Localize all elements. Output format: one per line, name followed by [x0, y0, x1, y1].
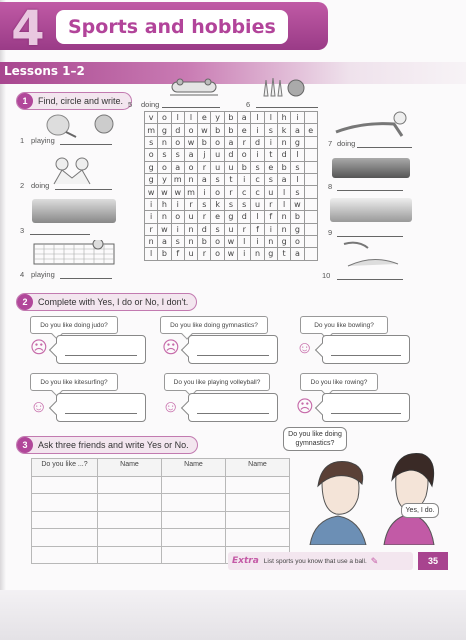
grid-cell[interactable]: i: [265, 224, 278, 236]
item-1-prefix: playing: [31, 136, 55, 145]
grid-cell[interactable]: i: [238, 174, 251, 186]
item-2-number: 2: [20, 181, 25, 190]
grid-cell[interactable]: o: [158, 112, 171, 124]
grid-cell[interactable]: [305, 174, 318, 186]
windsurfing-picture: [32, 199, 116, 223]
grid-cell[interactable]: h: [278, 112, 291, 124]
grid-cell[interactable]: i: [251, 236, 264, 248]
grid-cell[interactable]: o: [211, 236, 224, 248]
grid-cell[interactable]: a: [278, 174, 291, 186]
table-cell[interactable]: [32, 476, 98, 494]
grid-cell[interactable]: m: [185, 186, 198, 198]
grid-cell[interactable]: i: [198, 186, 211, 198]
grid-cell[interactable]: n: [145, 236, 158, 248]
extra-task-bar: [228, 552, 413, 570]
grid-cell[interactable]: [305, 149, 318, 161]
grid-cell[interactable]: a: [291, 248, 304, 260]
grid-cell[interactable]: w: [291, 199, 304, 211]
grid-cell[interactable]: w: [172, 186, 185, 198]
grid-cell[interactable]: a: [185, 149, 198, 161]
grid-cell[interactable]: f: [251, 224, 264, 236]
grid-cell[interactable]: d: [198, 224, 211, 236]
grid-cell[interactable]: l: [278, 199, 291, 211]
column-header-question: Do you like ...?: [32, 459, 98, 477]
grid-cell[interactable]: l: [291, 149, 304, 161]
grid-cell[interactable]: [305, 162, 318, 174]
grid-cell[interactable]: m: [172, 174, 185, 186]
item-4-number: 4: [20, 270, 25, 279]
grid-cell[interactable]: i: [291, 112, 304, 124]
extra-tag: Extra: [232, 556, 259, 566]
grid-cell[interactable]: l: [145, 248, 158, 260]
section-1-number: 1: [17, 93, 33, 109]
grid-cell[interactable]: i: [145, 211, 158, 223]
grid-cell[interactable]: l: [251, 112, 264, 124]
grid-cell[interactable]: l: [251, 211, 264, 223]
question-5-bubble: Do you like playing volleyball?: [164, 373, 270, 391]
item-7-number: 7: [328, 139, 333, 148]
grid-cell[interactable]: r: [145, 224, 158, 236]
grid-cell[interactable]: b: [198, 137, 211, 149]
grid-cell[interactable]: e: [265, 162, 278, 174]
table-row: [32, 529, 290, 547]
section-2-number: 2: [17, 294, 33, 310]
grid-cell[interactable]: u: [251, 199, 264, 211]
table-cell[interactable]: [162, 546, 226, 564]
friends-survey-table: [31, 458, 290, 564]
grid-cell[interactable]: n: [278, 224, 291, 236]
grid-cell[interactable]: d: [238, 211, 251, 223]
table-header-row: [32, 459, 290, 477]
table-row: [32, 476, 290, 494]
grid-cell[interactable]: e: [198, 112, 211, 124]
happy-face-icon: ☺: [162, 397, 180, 416]
grid-cell[interactable]: i: [172, 224, 185, 236]
sad-face-icon: ☹: [296, 397, 314, 416]
table-cell[interactable]: [98, 494, 162, 512]
grid-cell[interactable]: r: [198, 248, 211, 260]
table-cell[interactable]: [32, 511, 98, 529]
grid-cell[interactable]: g: [145, 162, 158, 174]
column-header-name-2: Name: [162, 459, 226, 477]
grid-cell[interactable]: i: [251, 124, 264, 136]
grid-cell[interactable]: b: [211, 124, 224, 136]
grid-cell[interactable]: s: [238, 199, 251, 211]
grid-cell[interactable]: i: [145, 199, 158, 211]
item-10-answer-line[interactable]: [337, 279, 403, 280]
grid-cell[interactable]: l: [278, 186, 291, 198]
answer-5-box[interactable]: [188, 393, 278, 422]
page-bottom-shade: [0, 590, 466, 640]
grid-cell[interactable]: u: [225, 224, 238, 236]
grid-cell[interactable]: c: [238, 186, 251, 198]
table-cell[interactable]: [162, 494, 226, 512]
grid-cell[interactable]: o: [145, 149, 158, 161]
judo-picture: [44, 156, 104, 186]
grid-cell[interactable]: o: [158, 162, 171, 174]
grid-cell[interactable]: w: [185, 137, 198, 149]
grid-cell[interactable]: r: [265, 199, 278, 211]
grid-cell[interactable]: g: [225, 211, 238, 223]
grid-cell[interactable]: [305, 186, 318, 198]
table-cell[interactable]: [162, 529, 226, 547]
grid-cell[interactable]: n: [185, 224, 198, 236]
grid-cell[interactable]: [305, 211, 318, 223]
gymnastics-picture: [332, 110, 412, 140]
grid-cell[interactable]: s: [172, 149, 185, 161]
table-cell[interactable]: [98, 476, 162, 494]
item-5-prefix: doing: [141, 100, 160, 109]
grid-cell[interactable]: [305, 112, 318, 124]
grid-cell[interactable]: o: [172, 211, 185, 223]
grid-cell[interactable]: [305, 248, 318, 260]
item-5-answer-line[interactable]: [162, 107, 220, 108]
item-1-answer-line[interactable]: [60, 144, 112, 145]
grid-cell[interactable]: a: [198, 174, 211, 186]
grid-cell[interactable]: d: [225, 149, 238, 161]
grid-cell[interactable]: a: [291, 124, 304, 136]
grid-cell[interactable]: b: [158, 248, 171, 260]
item-9-number: 9: [328, 228, 333, 237]
item-9-answer-line[interactable]: [337, 236, 403, 237]
grid-cell[interactable]: i: [265, 137, 278, 149]
grid-cell[interactable]: w: [225, 248, 238, 260]
grid-cell[interactable]: l: [185, 112, 198, 124]
table-cell[interactable]: [162, 476, 226, 494]
grid-cell[interactable]: o: [185, 124, 198, 136]
grid-cell[interactable]: r: [238, 137, 251, 149]
grid-cell[interactable]: d: [278, 149, 291, 161]
answer-4-box[interactable]: [56, 393, 146, 422]
grid-cell[interactable]: b: [278, 162, 291, 174]
grid-cell[interactable]: d: [251, 137, 264, 149]
grid-cell[interactable]: y: [211, 112, 224, 124]
grid-cell[interactable]: e: [211, 211, 224, 223]
grid-cell[interactable]: g: [158, 124, 171, 136]
page-edge-shadow: [0, 0, 6, 640]
table-cell[interactable]: [32, 546, 98, 564]
characters-illustration: [292, 440, 438, 545]
table-row: [32, 494, 290, 512]
question-6-bubble: Do you like rowing?: [300, 373, 378, 391]
table-cell[interactable]: [98, 546, 162, 564]
grid-cell[interactable]: a: [225, 137, 238, 149]
sad-face-icon: ☹: [30, 338, 48, 357]
grid-cell[interactable]: [305, 137, 318, 149]
word-search-grid[interactable]: [144, 111, 318, 261]
grid-cell[interactable]: u: [211, 162, 224, 174]
pencil-icon: ✎: [370, 555, 379, 566]
item-2-prefix: doing: [31, 181, 50, 190]
item-3-answer-line[interactable]: [30, 234, 90, 235]
grid-cell[interactable]: w: [158, 186, 171, 198]
grid-cell[interactable]: r: [198, 211, 211, 223]
table-cell[interactable]: [98, 511, 162, 529]
grid-cell[interactable]: o: [291, 236, 304, 248]
grid-cell[interactable]: n: [278, 211, 291, 223]
table-cell[interactable]: [32, 529, 98, 547]
item-4-answer-line[interactable]: [60, 278, 112, 279]
answer-6-box[interactable]: [322, 393, 410, 422]
item-6-number: 6: [246, 100, 251, 109]
grid-cell[interactable]: s: [251, 162, 264, 174]
grid-cell[interactable]: o: [211, 248, 224, 260]
grid-cell[interactable]: s: [265, 174, 278, 186]
item-4-prefix: playing: [31, 270, 55, 279]
grid-cell[interactable]: u: [185, 211, 198, 223]
grid-cell[interactable]: f: [172, 248, 185, 260]
grid-cell[interactable]: v: [145, 112, 158, 124]
page-number: 35: [418, 552, 448, 570]
item-3-number: 3: [20, 226, 25, 235]
grid-cell[interactable]: b: [225, 124, 238, 136]
table-cell[interactable]: [226, 511, 290, 529]
grid-cell[interactable]: b: [198, 236, 211, 248]
grid-cell[interactable]: s: [265, 124, 278, 136]
grid-cell[interactable]: l: [265, 112, 278, 124]
grid-cell[interactable]: t: [265, 149, 278, 161]
bowling-picture: [258, 72, 306, 100]
grid-cell[interactable]: w: [225, 236, 238, 248]
grid-cell[interactable]: b: [291, 211, 304, 223]
extra-task-text: List sports you know that use a ball.: [263, 557, 367, 565]
grid-cell[interactable]: y: [158, 174, 171, 186]
happy-face-icon: ☺: [30, 397, 48, 416]
table-row: [32, 511, 290, 529]
volleyball-picture: [32, 240, 116, 270]
grid-cell[interactable]: l: [238, 236, 251, 248]
grid-cell[interactable]: [305, 199, 318, 211]
item-7-answer-line[interactable]: [357, 147, 412, 148]
kitesurfing-picture: [338, 240, 408, 270]
speech-bubble-answer: Yes, I do.: [401, 503, 439, 518]
answer-1-box[interactable]: [56, 335, 146, 364]
grid-cell[interactable]: e: [305, 124, 318, 136]
grid-cell[interactable]: i: [238, 248, 251, 260]
grid-cell[interactable]: a: [172, 162, 185, 174]
item-5-number: 5: [128, 100, 133, 109]
grid-cell[interactable]: n: [185, 174, 198, 186]
table-cell[interactable]: [32, 494, 98, 512]
grid-cell[interactable]: b: [238, 162, 251, 174]
grid-cell[interactable]: g: [265, 248, 278, 260]
table-cell[interactable]: [98, 529, 162, 547]
grid-cell[interactable]: i: [172, 199, 185, 211]
grid-cell[interactable]: n: [278, 137, 291, 149]
grid-cell[interactable]: h: [158, 199, 171, 211]
table-cell[interactable]: [162, 511, 226, 529]
item-2-answer-line[interactable]: [55, 189, 112, 190]
column-header-name-3: Name: [226, 459, 290, 477]
grid-cell[interactable]: s: [172, 236, 185, 248]
grid-cell[interactable]: w: [158, 224, 171, 236]
grid-cell[interactable]: g: [291, 137, 304, 149]
grid-cell[interactable]: c: [251, 174, 264, 186]
grid-cell[interactable]: u: [265, 186, 278, 198]
grid-cell[interactable]: s: [145, 137, 158, 149]
grid-cell[interactable]: g: [291, 224, 304, 236]
grid-cell[interactable]: r: [198, 162, 211, 174]
grid-cell[interactable]: l: [172, 112, 185, 124]
grid-cell[interactable]: [305, 236, 318, 248]
section-1-instruction: Find, circle and write.: [38, 96, 124, 106]
sad-face-icon: ☹: [162, 338, 180, 357]
grid-cell[interactable]: n: [265, 236, 278, 248]
grid-cell[interactable]: s: [158, 149, 171, 161]
grid-cell[interactable]: n: [158, 137, 171, 149]
grid-cell[interactable]: b: [225, 112, 238, 124]
grid-cell[interactable]: u: [185, 248, 198, 260]
grid-cell[interactable]: s: [211, 174, 224, 186]
unit-number: 4: [11, 1, 45, 57]
item-8-answer-line[interactable]: [337, 190, 403, 191]
grid-cell[interactable]: s: [291, 162, 304, 174]
question-4-bubble: Do you like kitesurfing?: [30, 373, 118, 391]
grid-cell[interactable]: d: [172, 124, 185, 136]
grid-cell[interactable]: u: [211, 149, 224, 161]
grid-cell[interactable]: t: [278, 248, 291, 260]
table-cell[interactable]: [226, 476, 290, 494]
grid-cell[interactable]: g: [278, 236, 291, 248]
item-8-number: 8: [328, 182, 333, 191]
item-6-answer-line[interactable]: [256, 107, 318, 108]
grid-cell[interactable]: s: [198, 199, 211, 211]
question-1-bubble: Do you like doing judo?: [30, 316, 118, 334]
grid-cell[interactable]: s: [225, 199, 238, 211]
answer-2-box[interactable]: [188, 335, 278, 364]
grid-cell[interactable]: g: [145, 174, 158, 186]
grid-cell[interactable]: o: [238, 149, 251, 161]
grid-cell[interactable]: k: [211, 199, 224, 211]
section-2-instruction: Complete with Yes, I do or No, I don't.: [38, 297, 189, 307]
item-7-prefix: doing: [337, 139, 356, 148]
grid-cell[interactable]: w: [198, 124, 211, 136]
grid-cell[interactable]: e: [238, 124, 251, 136]
grid-cell[interactable]: o: [185, 162, 198, 174]
grid-cell[interactable]: [305, 224, 318, 236]
unit-banner: [0, 1, 328, 57]
column-header-name-1: Name: [98, 459, 162, 477]
section-3-number: 3: [17, 437, 33, 453]
grid-cell[interactable]: r: [225, 186, 238, 198]
question-3-bubble: Do you like bowling?: [300, 316, 388, 334]
grid-cell[interactable]: a: [158, 236, 171, 248]
section-1-header: [16, 92, 132, 110]
section-3-header: [16, 436, 198, 454]
happy-face-icon: ☺: [296, 338, 314, 357]
grid-cell[interactable]: m: [145, 124, 158, 136]
bobsleigh-picture: [166, 76, 222, 98]
item-10-number: 10: [322, 271, 331, 280]
grid-cell[interactable]: r: [185, 199, 198, 211]
grid-cell[interactable]: w: [145, 186, 158, 198]
lessons-heading: Lessons 1–2: [4, 64, 85, 78]
table-cell[interactable]: [226, 529, 290, 547]
tennis-picture: [44, 112, 116, 138]
grid-cell[interactable]: n: [251, 248, 264, 260]
grid-cell[interactable]: n: [185, 236, 198, 248]
grid-cell[interactable]: j: [198, 149, 211, 161]
grid-cell[interactable]: t: [225, 174, 238, 186]
grid-cell[interactable]: o: [211, 186, 224, 198]
section-2-header: [16, 293, 197, 311]
grid-cell[interactable]: r: [238, 224, 251, 236]
speech-bubble-question: Do you like doing gymnastics?: [283, 427, 347, 451]
rowing-picture: [332, 158, 410, 178]
grid-cell[interactable]: s: [291, 186, 304, 198]
grid-cell[interactable]: n: [158, 211, 171, 223]
grid-cell[interactable]: k: [278, 124, 291, 136]
snowboarding-picture: [330, 198, 412, 222]
grid-cell[interactable]: c: [251, 186, 264, 198]
grid-cell[interactable]: a: [238, 112, 251, 124]
answer-3-box[interactable]: [322, 335, 410, 364]
grid-cell[interactable]: l: [291, 174, 304, 186]
grid-cell[interactable]: i: [251, 149, 264, 161]
unit-title: Sports and hobbies: [56, 10, 288, 44]
question-2-bubble: Do you like doing gymnastics?: [160, 316, 268, 334]
grid-cell[interactable]: f: [265, 211, 278, 223]
section-3-instruction: Ask three friends and write Yes or No.: [38, 440, 189, 450]
grid-cell[interactable]: s: [211, 224, 224, 236]
table-cell[interactable]: [226, 494, 290, 512]
grid-cell[interactable]: o: [172, 137, 185, 149]
item-1-number: 1: [20, 136, 25, 145]
grid-cell[interactable]: o: [211, 137, 224, 149]
grid-cell[interactable]: u: [225, 162, 238, 174]
